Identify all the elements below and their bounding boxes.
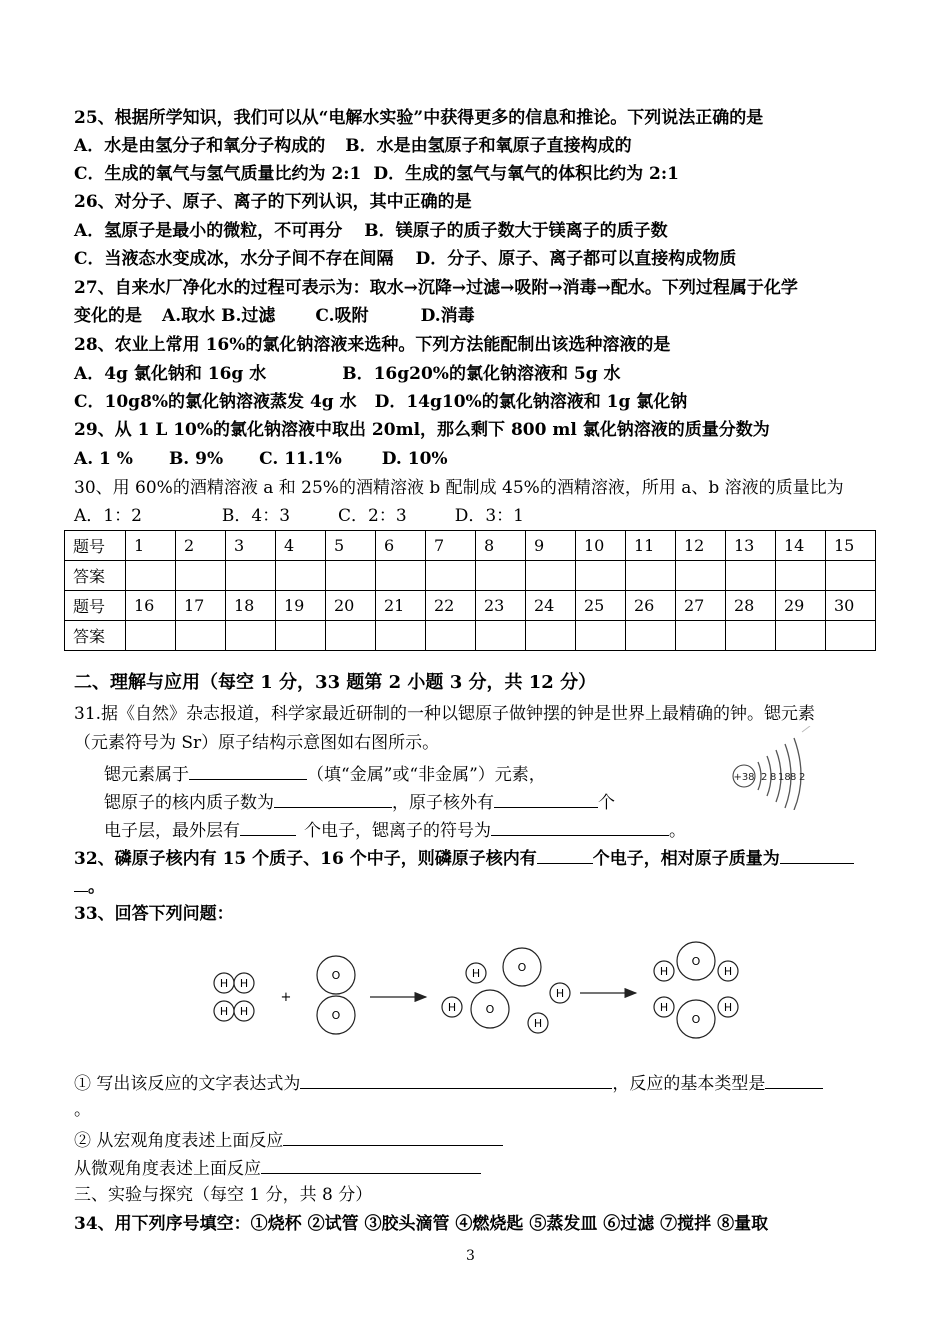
water-molecule	[654, 942, 738, 981]
plus-sign: +	[280, 990, 292, 1005]
q27-option-a: A.取水	[162, 306, 216, 326]
q26-stem: 26、对分子、原子、离子的下列认识，其中正确的是	[74, 192, 472, 212]
table-cell-number: 21	[376, 591, 426, 621]
atom-label: H	[219, 1005, 229, 1018]
q25-option-b: B．水是由氢原子和氧原子直接构成的	[345, 136, 632, 156]
table-cell-number: 2	[176, 531, 226, 561]
q27-stem: 27、自来水厂净化水的过程可表示为：取水→沉降→过滤→吸附→消毒→配水。下列过程属于化学	[74, 278, 798, 298]
q30-option-d: D．3：1	[454, 506, 524, 526]
atom-label: H	[723, 965, 733, 978]
q25-options-ab	[74, 136, 632, 156]
q30-option-a: A．1：2	[74, 506, 142, 526]
water-molecule	[654, 997, 738, 1038]
shell-count: 2	[761, 772, 768, 783]
q28-option-a: A．4g 氯化钠和 16g 水	[74, 364, 267, 384]
table-cell-number: 28	[726, 591, 776, 621]
q26-options-ab	[74, 221, 668, 241]
answer-cell[interactable]	[276, 621, 326, 651]
q31-text: 个	[598, 793, 615, 813]
q26-option-b: B．镁原子的质子数大于镁离子的质子数	[364, 221, 668, 241]
answer-cell[interactable]	[776, 621, 826, 651]
answer-cell[interactable]	[626, 561, 676, 591]
q30-stem: 30、用 60%的酒精溶液 a 和 25%的酒精溶液 b 配制成 45%的酒精溶液，所用 a、b 溶液的质量比为	[74, 478, 844, 498]
q32-text: 个电子，相对原子质量为	[592, 849, 780, 869]
answer-cell[interactable]	[226, 621, 276, 651]
answer-cell[interactable]	[176, 621, 226, 651]
answer-cell[interactable]	[176, 561, 226, 591]
table-cell-number: 10	[576, 531, 626, 561]
answer-cell[interactable]	[126, 561, 176, 591]
atom-label: H	[219, 977, 229, 990]
q30-option-b: B．4：3	[221, 506, 291, 526]
answer-cell[interactable]	[426, 621, 476, 651]
answer-cell[interactable]	[826, 621, 876, 651]
answer-cell[interactable]	[426, 561, 476, 591]
answer-cell[interactable]	[726, 561, 776, 591]
table-cell-number: 23	[476, 591, 526, 621]
decor-line	[802, 726, 810, 732]
q29-stem: 29、从 1 L 10%的氯化钠溶液中取出 20ml，那么剩下 800 ml 氯化钠溶液的质量分数为	[74, 420, 770, 440]
answer-blank[interactable]	[283, 1129, 503, 1146]
table-cell-number: 3	[226, 531, 276, 561]
q31-line3	[104, 763, 546, 785]
table-cell-number: 17	[176, 591, 226, 621]
answer-blank[interactable]	[494, 791, 598, 808]
q29-option-d: D. 10%	[381, 449, 448, 469]
q25-option-d: D．生成的氢气与氧气的体积比约为 2:1	[373, 164, 679, 184]
q27-options	[74, 306, 475, 326]
q27-option-c: C.吸附	[315, 306, 369, 326]
answer-cell[interactable]	[476, 621, 526, 651]
answer-cell[interactable]	[776, 561, 826, 591]
table-cell-number: 11	[626, 531, 676, 561]
table-cell-number: 26	[626, 591, 676, 621]
table-cell-number: 27	[676, 591, 726, 621]
atom-label: H	[555, 987, 565, 1000]
q25-option-c: C．生成的氧气与氢气质量比约为 2:1	[74, 164, 362, 184]
q25-stem: 25、根据所学知识，我们可以从“电解水实验”中获得更多的信息和推论。下列说法正确的是	[74, 108, 764, 128]
table-cell-number: 30	[826, 591, 876, 621]
atom-label: H	[723, 1001, 733, 1014]
table-cell-number: 6	[376, 531, 426, 561]
answer-blank[interactable]	[765, 1072, 823, 1089]
table-cell-number: 1	[126, 531, 176, 561]
strontium-atom-structure-diagram	[722, 726, 818, 810]
q28-stem: 28、农业上常用 16%的氯化钠溶液来选种。下列方法能配制出该选种溶液的是	[74, 335, 671, 355]
answer-cell[interactable]	[826, 561, 876, 591]
table-cell-number: 14	[776, 531, 826, 561]
hydrogen-molecule	[214, 1001, 254, 1021]
q27-stem-end: 变化的是	[74, 306, 142, 326]
q28-option-b: B．16g20%的氯化钠溶液和 5g 水	[342, 364, 621, 384]
q26-options-cd	[74, 249, 736, 269]
table-cell-number: 7	[426, 531, 476, 561]
answer-cell[interactable]	[676, 561, 726, 591]
answer-cell[interactable]	[226, 561, 276, 591]
q31-text: 个电子，锶离子的符号为	[304, 821, 491, 841]
table-cell-number: 9	[526, 531, 576, 561]
q33-text: ① 写出该反应的文字表达式为	[74, 1074, 301, 1094]
q31-text: 电子层，最外层有	[104, 821, 240, 841]
answer-blank[interactable]	[261, 1157, 481, 1174]
answer-blank[interactable]	[780, 847, 854, 864]
answer-blank[interactable]	[240, 819, 296, 836]
atom-label: H	[239, 1005, 249, 1018]
q31-line1: 31.据《自然》杂志报道，科学家最近研制的一种以锶原子做钟摆的钟是世界上最精确的钟。锶元素	[74, 704, 816, 724]
q34-stem: 34、用下列序号填空：①烧杯 ②试管 ③胶头滴管 ④燃烧匙 ⑤蒸发皿 ⑥过滤 ⑦搅拌 ⑧量取	[74, 1214, 769, 1234]
q28-option-c: C．10g8%的氯化钠溶液蒸发 4g 水	[74, 392, 357, 412]
q29-option-b: B. 9%	[168, 449, 224, 469]
q31-line4	[104, 791, 615, 813]
answer-blank[interactable]	[491, 819, 669, 836]
separated-atoms	[442, 948, 570, 1033]
q26-option-d: D．分子、原子、离子都可以直接构成物质	[415, 249, 737, 269]
q27-option-d: D.消毒	[420, 306, 475, 326]
atom-label: O	[691, 955, 701, 968]
answer-cell[interactable]	[626, 621, 676, 651]
table-cell-number: 16	[126, 591, 176, 621]
q30-option-c: C．2：3	[338, 506, 407, 526]
q31-line2: （元素符号为 Sr）原子结构示意图如右图所示。	[74, 733, 440, 753]
answer-cell[interactable]	[376, 561, 426, 591]
q28-option-d: D．14g10%的氯化钠溶液和 1g 氯化钠	[374, 392, 688, 412]
table-header-answer: 答案	[65, 561, 126, 591]
table-cell-number: 12	[676, 531, 726, 561]
q29-option-a: A. 1 %	[74, 449, 133, 469]
answer-cell[interactable]	[726, 621, 776, 651]
q33-text: ② 从宏观角度表述上面反应	[74, 1131, 284, 1151]
table-cell-number: 15	[826, 531, 876, 561]
table-header-number: 题号	[65, 591, 126, 621]
table-cell-number: 24	[526, 591, 576, 621]
q33-text: 从微观角度表述上面反应	[74, 1159, 261, 1179]
table-cell-number: 13	[726, 531, 776, 561]
answer-cell[interactable]	[526, 561, 576, 591]
answer-cell[interactable]	[576, 621, 626, 651]
answer-blank[interactable]	[189, 763, 307, 780]
answer-blank[interactable]	[274, 791, 392, 808]
table-row-answers-2	[65, 621, 876, 651]
q32-line2	[74, 875, 105, 897]
answer-cell[interactable]	[326, 561, 376, 591]
atom-label: O	[517, 961, 527, 974]
atom-label: H	[659, 1001, 669, 1014]
q32-text: 32、磷原子核内有 15 个质子、16 个中子，则磷原子核内有	[74, 849, 537, 869]
nucleus-label: +38	[733, 772, 755, 783]
atom-label: H	[447, 1001, 457, 1014]
q32-line1	[74, 847, 854, 869]
q31-text: 锶原子的核内质子数为	[104, 793, 274, 813]
q29-option-c: C. 11.1%	[259, 449, 342, 469]
answer-blank[interactable]	[300, 1072, 612, 1089]
q26-option-c: C．当液态水变成冰，水分子间不存在间隔	[74, 249, 394, 269]
answer-blank[interactable]	[537, 847, 593, 864]
atom-label: O	[485, 1003, 495, 1016]
answer-cell[interactable]	[326, 621, 376, 651]
q33-sub1-end: 。	[74, 1100, 91, 1120]
table-cell-number: 18	[226, 591, 276, 621]
q33-stem: 33、回答下列问题：	[74, 904, 234, 924]
q27-option-b: B.过滤	[221, 306, 276, 326]
q33-sub3	[74, 1157, 481, 1179]
atom-label: H	[533, 1017, 543, 1030]
q31-text: 。	[669, 821, 686, 841]
table-cell-number: 8	[476, 531, 526, 561]
section2-title: 二、理解与应用（每空 1 分，33 题第 2 小题 3 分，共 12 分）	[74, 672, 597, 693]
answer-cell[interactable]	[576, 561, 626, 591]
shell-count: 2	[799, 772, 806, 783]
q33-sub2	[74, 1129, 503, 1151]
atom-label: O	[691, 1013, 701, 1026]
shell-count: 8	[770, 772, 777, 783]
oxygen-molecule	[317, 956, 355, 1034]
q29-options	[74, 449, 448, 469]
answer-cell[interactable]	[526, 621, 576, 651]
page-number: 3	[466, 1248, 475, 1264]
q28-options-cd	[74, 392, 687, 412]
q31-text: （填“金属”或“非金属”）元素，	[307, 765, 546, 785]
q26-option-a: A．氢原子是最小的微粒，不可再分	[74, 221, 343, 241]
table-cell-number: 29	[776, 591, 826, 621]
table-cell-number: 4	[276, 531, 326, 561]
q30-options	[74, 506, 524, 526]
shell-count: 8	[790, 772, 797, 783]
q25-options-cd	[74, 164, 679, 184]
atom-label: H	[659, 965, 669, 978]
q31-line5	[104, 819, 686, 841]
q25-option-a: A．水是由氢分子和氧分子构成的	[74, 136, 326, 156]
answer-cell[interactable]	[476, 561, 526, 591]
answer-table	[64, 530, 876, 651]
q31-text: ，原子核外有	[392, 793, 494, 813]
table-header-answer: 答案	[65, 621, 126, 651]
hydrogen-molecule	[214, 973, 254, 993]
atom-label: H	[239, 977, 249, 990]
shell-count: 18	[778, 772, 791, 783]
table-cell-number: 19	[276, 591, 326, 621]
q28-options-ab	[74, 364, 621, 384]
answer-cell[interactable]	[276, 561, 326, 591]
q31-text: 锶元素属于	[104, 765, 189, 785]
table-row-answers-1	[65, 561, 876, 591]
q33-sub1	[74, 1072, 823, 1094]
table-cell-number: 25	[576, 591, 626, 621]
answer-blank[interactable]	[74, 875, 88, 892]
q32-text: 。	[88, 877, 105, 897]
q33-text: ，反应的基本类型是	[612, 1074, 766, 1094]
table-cell-number: 20	[326, 591, 376, 621]
water-formation-reaction-diagram	[200, 935, 760, 1045]
answer-cell[interactable]	[676, 621, 726, 651]
table-row-numbers-1	[65, 531, 876, 561]
answer-cell[interactable]	[126, 621, 176, 651]
atom-label: H	[471, 967, 481, 980]
answer-cell[interactable]	[376, 621, 426, 651]
table-cell-number: 22	[426, 591, 476, 621]
table-row-numbers-2	[65, 591, 876, 621]
table-cell-number: 5	[326, 531, 376, 561]
atom-label: O	[331, 1009, 341, 1022]
section3-title: 三、实验与探究（每空 1 分，共 8 分）	[74, 1185, 373, 1205]
atom-label: O	[331, 969, 341, 982]
table-header-number: 题号	[65, 531, 126, 561]
